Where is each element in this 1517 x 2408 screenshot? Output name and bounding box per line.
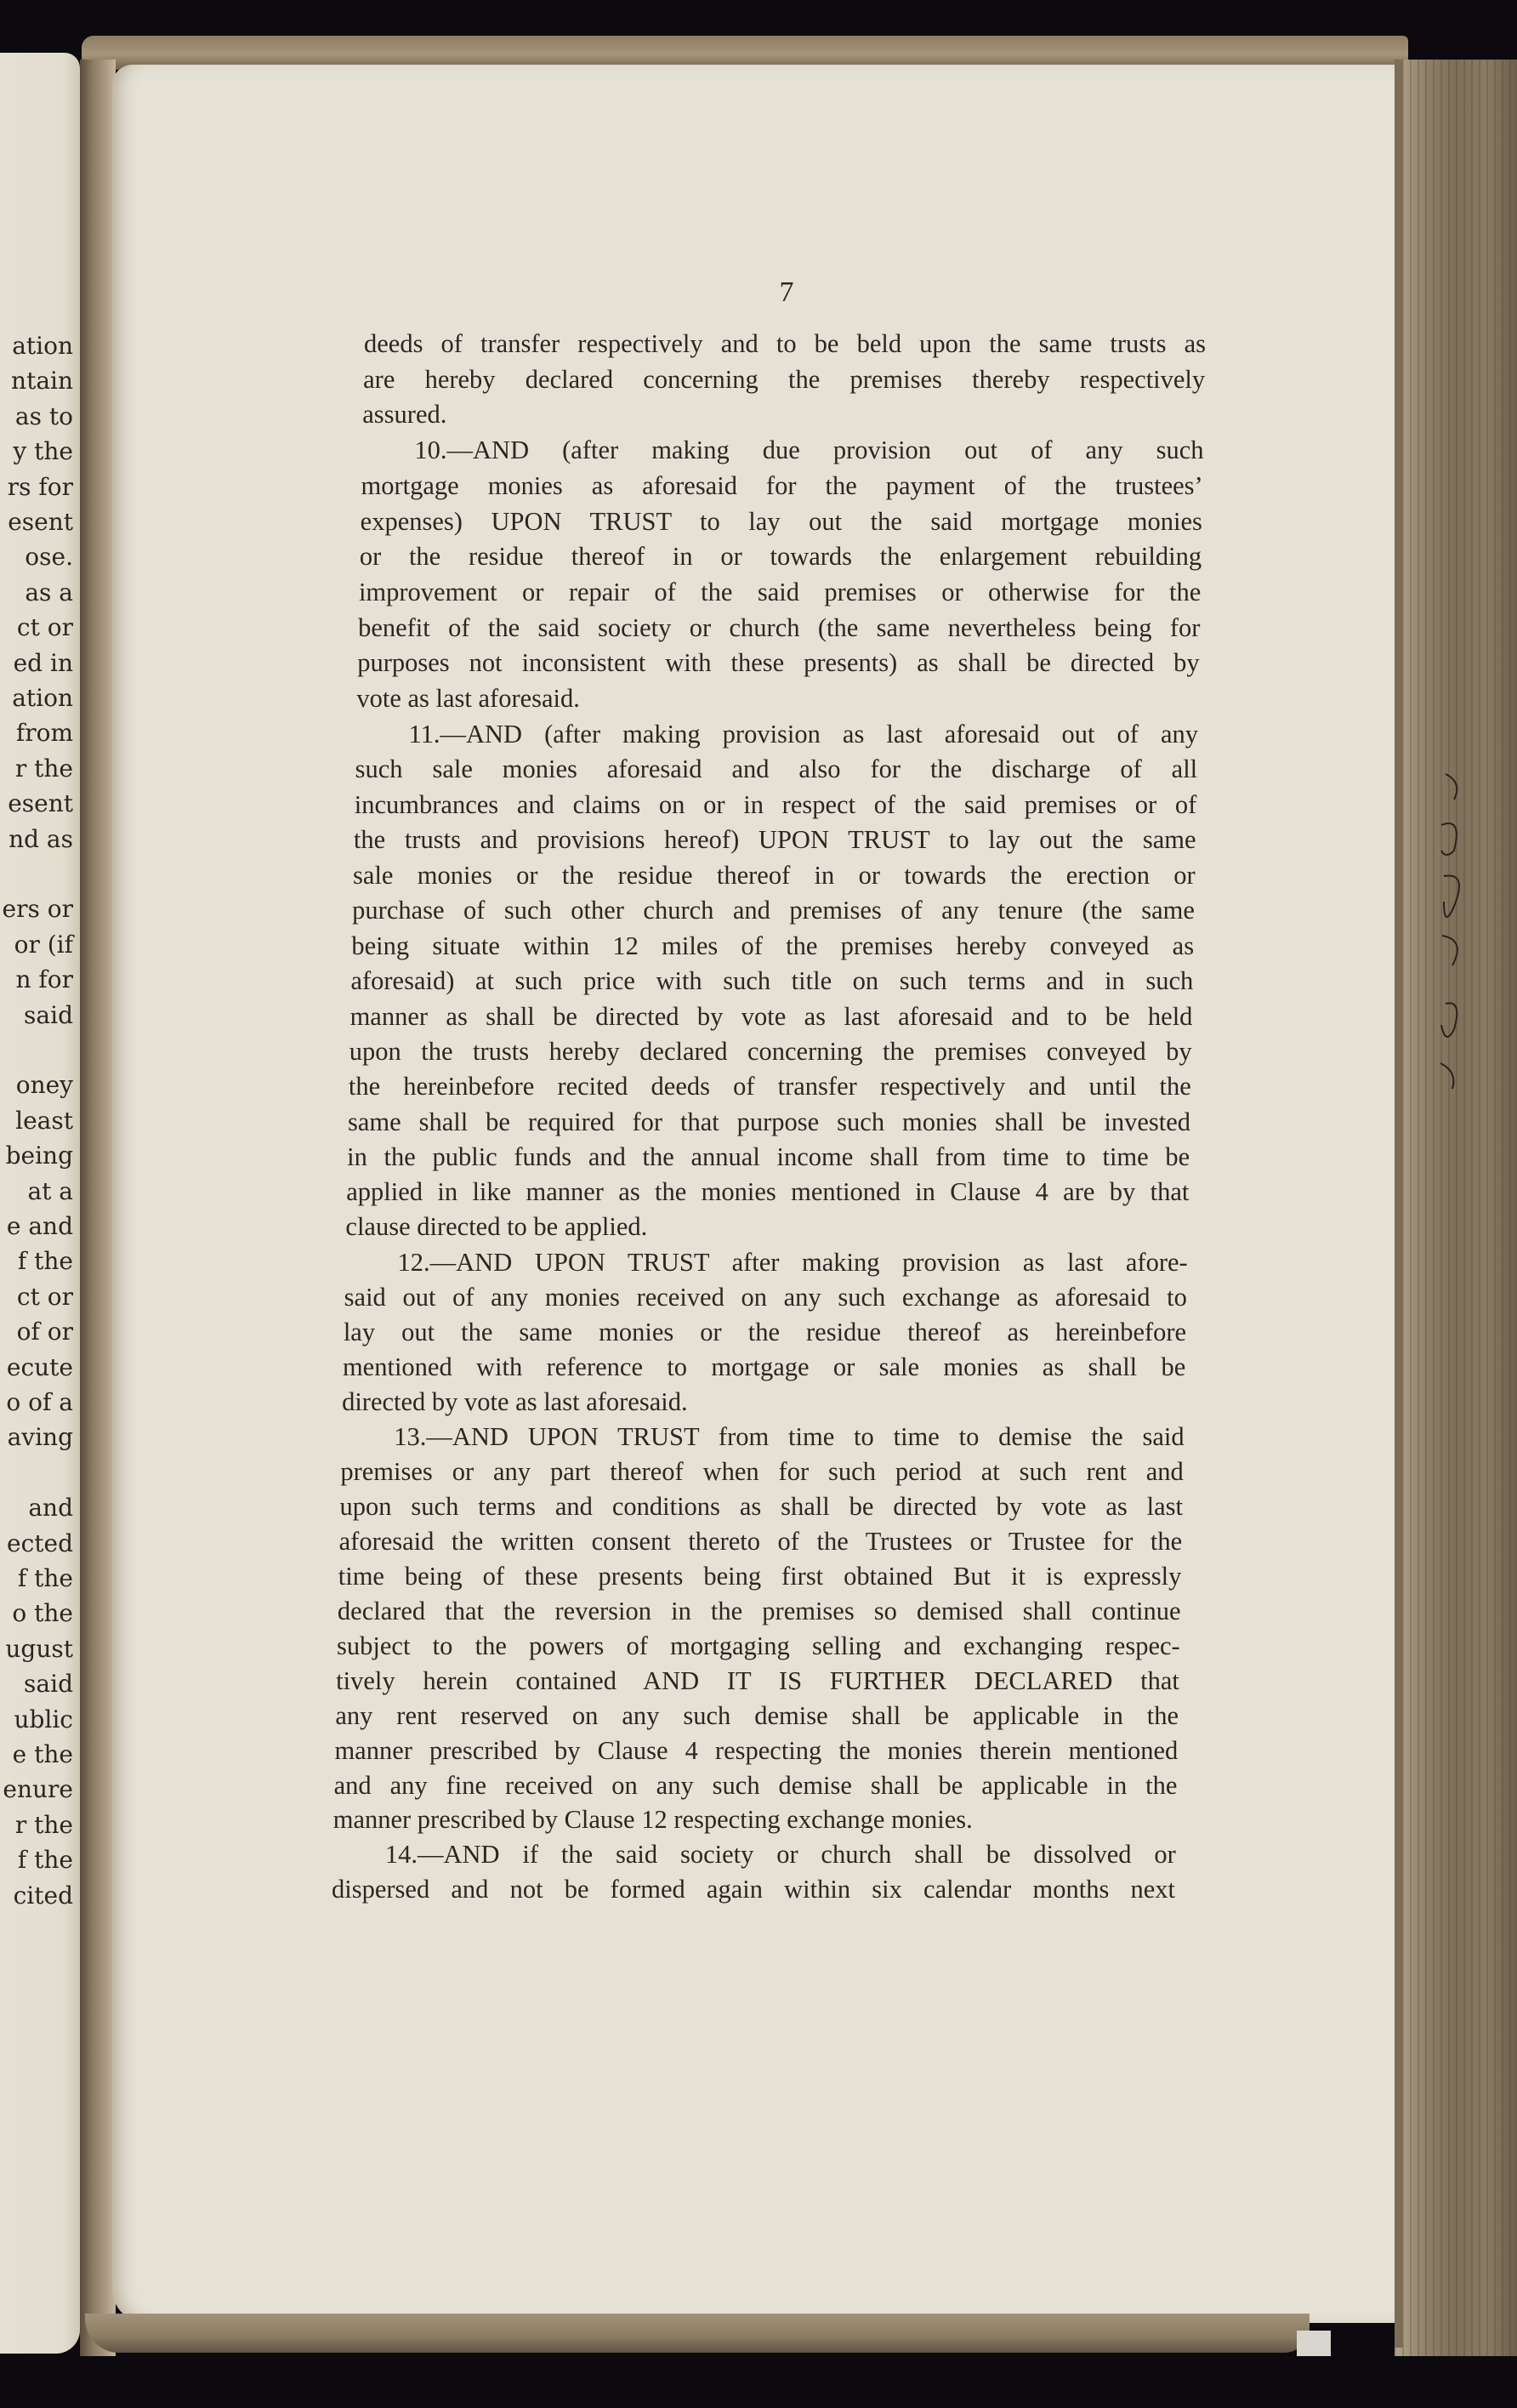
left-page-fragment: nd as	[9, 824, 73, 853]
left-page-fragment: ed in	[13, 648, 73, 677]
clause-heading-line: 11.—AND (after making provision as last aforesaid out of any	[408, 719, 1198, 749]
left-page-fragment: at a	[27, 1176, 73, 1205]
text-line: any rent reserved on any such demise shall be applicable in the	[335, 1700, 1179, 1730]
left-page-fragment: of or	[16, 1318, 73, 1346]
text-line: manner as shall be directed by vote as last aforesaid and to be held	[349, 1001, 1193, 1031]
left-page-fragment: ct or	[16, 1282, 73, 1311]
text-line: and any fine received on any such demise shall be applicable in the	[333, 1770, 1178, 1800]
text-line: upon such terms and conditions as shall be directed by vote as last	[339, 1492, 1183, 1522]
left-page-fragment: aving	[7, 1423, 73, 1452]
left-page-fragment: cited	[13, 1881, 73, 1910]
text-line: the hereinbefore recited deeds of transfer respectively and until the	[348, 1072, 1191, 1102]
text-line: in the public funds and the annual income shall from time to time be	[347, 1141, 1190, 1171]
text-line: being situate within 12 miles of the premises hereby conveyed as	[351, 931, 1195, 960]
left-page-fragment: f the	[17, 1846, 73, 1875]
left-page-fragment: ers or	[2, 895, 73, 924]
clause-heading-line: 14.—AND if the said society or church shall be dissolved or	[384, 1840, 1176, 1870]
left-page-fragment: ation	[12, 332, 73, 360]
left-page-fragment: ected	[7, 1528, 73, 1557]
text-line: aforesaid the written consent thereto of the Trustees or Trustee for the	[338, 1527, 1183, 1557]
page-number: 7	[779, 276, 794, 308]
text-line: aforesaid) at such price with such title on such terms and in such	[350, 966, 1194, 996]
text-line: said out of any monies received on any such exchange as aforesaid to	[344, 1282, 1187, 1312]
text-line: such sale monies aforesaid and also for the discharge of all	[355, 754, 1198, 784]
left-page-fragment: ublic	[14, 1705, 73, 1733]
left-page-fragment: rs for	[7, 472, 73, 501]
text-line: declared that the reversion in the premises so demised shall continue	[337, 1597, 1181, 1626]
left-page-fragment: esent	[8, 789, 73, 818]
text-line: mortgage monies as aforesaid for the payment of the trustees’	[361, 470, 1203, 500]
text-line: dispersed and not be formed again within six calendar months next	[332, 1875, 1175, 1904]
left-page-fragment: from	[15, 719, 73, 748]
text-line: applied in like manner as the monies mentioned in Clause 4 are by that	[346, 1177, 1190, 1207]
left-page-fragment: oney	[15, 1071, 73, 1100]
text-line: lay out the same monies or the residue thereof as hereinbefore	[343, 1317, 1187, 1346]
text-line: deeds of transfer respectively and to be beld upon the same trusts as	[364, 329, 1206, 358]
left-page-fragment: or (if	[14, 930, 73, 959]
left-page-fragment: ct or	[16, 613, 73, 642]
text-line: benefit of the said society or church (the same nevertheless being for	[358, 612, 1201, 642]
left-page-fragment: o the	[12, 1599, 73, 1628]
left-page-fragment: said	[24, 1670, 73, 1699]
text-line: vote as last aforesaid.	[356, 683, 580, 713]
left-page-fragment: as to	[14, 401, 73, 430]
text-line: tively herein contained AND IT IS FURTHER DECLARED that	[336, 1665, 1179, 1695]
left-page-fragment: being	[5, 1141, 73, 1170]
left-page-fragment: f the	[17, 1564, 73, 1592]
left-page-fragment: r the	[14, 1810, 73, 1839]
text-line: manner prescribed by Clause 12 respecting exchange monies.	[332, 1805, 973, 1835]
left-page-fragment: ntain	[11, 367, 73, 396]
left-page-fragment: e and	[6, 1212, 73, 1240]
left-page-fragment: enure	[3, 1775, 73, 1804]
left-page-fragment: ecute	[6, 1352, 73, 1381]
left-page-fragment: y the	[13, 437, 73, 466]
left-page-fragment: least	[15, 1106, 73, 1135]
text-line: directed by vote as last aforesaid.	[342, 1387, 688, 1417]
clause-heading-line: 12.—AND UPON TRUST after making provision as last afore-	[397, 1247, 1188, 1277]
text-line: the trusts and provisions hereof) UPON TRUST to lay out the same	[353, 825, 1196, 855]
text-line: improvement or repair of the said premises or otherwise for the	[358, 577, 1202, 606]
left-page-fragment: said	[24, 1000, 73, 1029]
text-line: time being of these presents being first obtained But it is expressly	[338, 1562, 1182, 1591]
clause-heading-line: 13.—AND UPON TRUST from time to time to demise the said	[394, 1422, 1185, 1452]
left-page-fragment: n for	[15, 965, 73, 994]
left-page-fragment: and	[28, 1494, 73, 1523]
text-line: clause directed to be applied.	[345, 1212, 648, 1242]
left-page-fragment: ation	[12, 684, 73, 712]
left-page-fragment: as a	[25, 578, 73, 606]
text-line: manner prescribed by Clause 4 respecting the monies therein mentioned	[334, 1735, 1179, 1765]
text-line: subject to the powers of mortgaging selling and exchanging respec-	[337, 1631, 1180, 1660]
text-line: mentioned with reference to mortgage or sale monies as shall be	[342, 1352, 1186, 1381]
left-page-fragment: f the	[17, 1247, 73, 1276]
left-page-fragment: esent	[8, 508, 73, 536]
text-line: premises or any part thereof when for such period at such rent and	[340, 1457, 1184, 1487]
text-line: same shall be required for that purpose such monies shall be invested	[348, 1107, 1190, 1136]
text-line: sale monies or the residue thereof in or towards the erection or	[353, 860, 1196, 890]
text-line: purposes not inconsistent with these presents) as shall be directed by	[357, 648, 1200, 678]
text-line: assured.	[362, 400, 447, 430]
left-page-fragment: o of a	[6, 1388, 73, 1416]
text-line: incumbrances and claims on or in respect of the said premises or of	[354, 789, 1197, 819]
text-line: expenses) UPON TRUST to lay out the said mortgage monies	[360, 506, 1202, 536]
left-page-fragment: r the	[14, 754, 73, 783]
left-page-fragment: ugust	[5, 1634, 73, 1663]
clause-heading-line: 10.—AND (after making due provision out of any such	[414, 435, 1204, 465]
text-line: upon the trusts hereby declared concerning the premises conveyed by	[349, 1036, 1192, 1066]
left-page-fragment: ose.	[25, 543, 73, 572]
text-line: or the residue thereof in or towards the enlargement rebuilding	[359, 542, 1202, 572]
left-page-fragment: e the	[12, 1740, 73, 1768]
text-line: purchase of such other church and premises of any tenure (the same	[352, 896, 1195, 925]
text-line: are hereby declared concerning the premises thereby respectively	[363, 364, 1206, 394]
